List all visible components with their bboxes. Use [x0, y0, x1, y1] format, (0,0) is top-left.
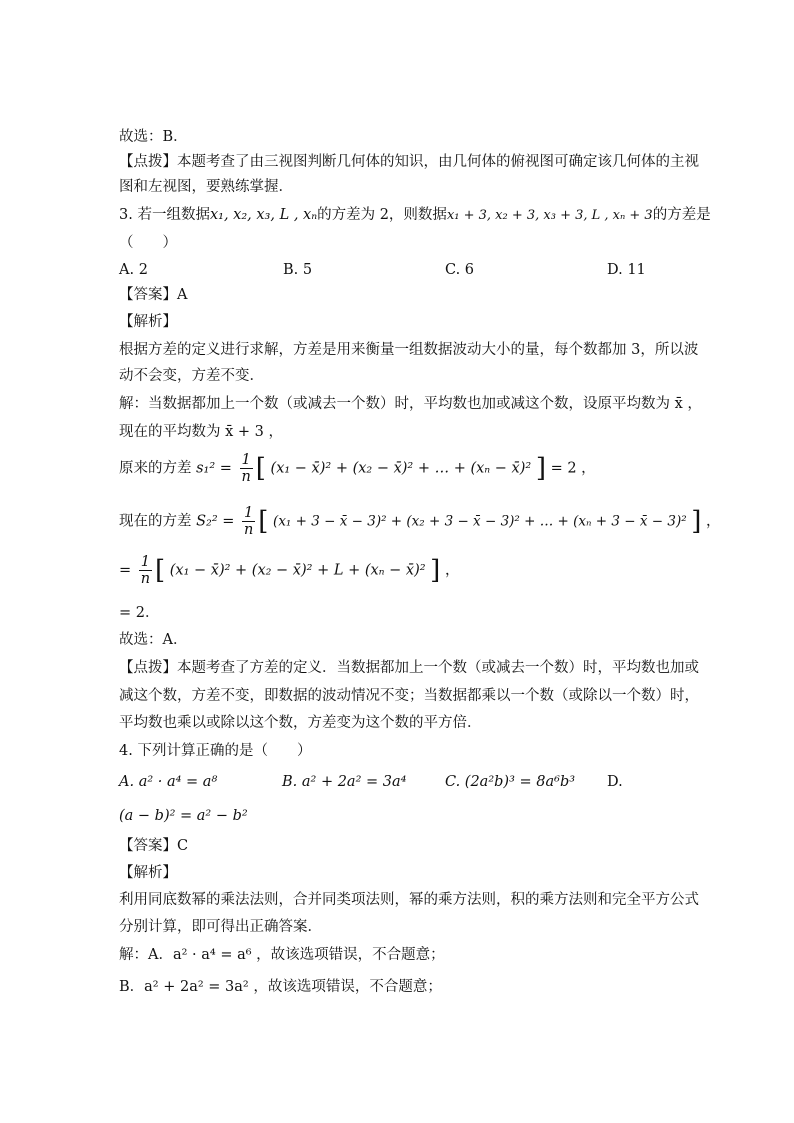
q3-orig-frac-den: n — [241, 469, 251, 485]
q3-step-formula: = $\frac{1}{n}$ [ (x₁ − x̄)² + (x₂ − x̄)² + L + (xₙ − x̄)² ] ， — [119, 554, 460, 587]
q3-now-frac-num: 1 — [244, 505, 254, 521]
q3-now-fraction — [242, 505, 255, 538]
q3-solve-line-1: 解：当数据都加上一个数（或减去一个数）时，平均数也加或减这个数，设原平均数为 x̄ ， — [119, 396, 702, 412]
q3-orig-fraction — [240, 452, 253, 485]
q3-now-body: (x₁ + 3 − x̄ − 3)² + (x₂ + 3 − x̄ − 3)² + … + (xₙ + 3 − x̄ − 3)² — [273, 513, 687, 530]
q3-step-frac-num: 1 — [140, 554, 150, 570]
q3-stem-data2: x₁ + 3, x₂ + 3, x₃ + 3, L , xₙ + 3 — [446, 208, 653, 223]
q3-analysis-label: 【解析】 — [119, 314, 177, 330]
q3-stem-data: x₁, x₂, x₃, L , xₙ — [209, 207, 318, 223]
q4-analysis-line-2: 分别计算，即可得出正确答案． — [119, 919, 322, 935]
q3-option-a: A. 2 — [119, 262, 148, 278]
q3-orig-frac-num: 1 — [241, 452, 251, 468]
q3-final-answer: 故选：A． — [119, 632, 188, 648]
q4-option-a: A. a² · a⁴ = a⁸ — [119, 774, 218, 790]
q3-step-fraction — [139, 554, 152, 587]
q4-analysis-label: 【解析】 — [119, 865, 177, 881]
q3-step-lhs: = — [119, 562, 132, 579]
q4-option-b: B. a² + 2a² = 3a⁴ — [282, 774, 407, 790]
q3-now-frac-den: n — [243, 522, 254, 538]
q4-analysis-line-1: 利用同底数幂的乘法法则，合并同类项法则，幂的乘方法则，积的乘方法则和完全平方公式 — [119, 892, 699, 908]
q3-step-rhs: ， — [444, 562, 460, 579]
q4-solve-b: B．a² + 2a² = 3a² ，故该选项错误，不合题意； — [119, 979, 442, 995]
q4-option-d: D. — [607, 774, 623, 790]
q3-answer: 【答案】A — [119, 287, 188, 303]
q3-orig-body: (x₁ − x̄)² + (x₂ − x̄)² + … + (xₙ − x̄)² — [270, 460, 532, 477]
q4-option-c: C. (2a²b)³ = 8a⁶b³ — [445, 774, 576, 790]
q3-current-variance-formula: 现在的方差 S₂² = $\frac{1}{n}$ [ (x₁ + 3 − x̄ − 3)² + (x₂ + 3 − x̄ − 3)² + … + (xₙ + 3 − x̄ − 3)² ] ， — [119, 505, 721, 538]
prev-note-line-1: 【点拨】本题考查了由三视图判断几何体的知识，由几何体的俯视图可确定该几何体的主视 — [119, 154, 699, 170]
q3-step-body: (x₁ − x̄)² + (x₂ − x̄)² + L + (xₙ − x̄)² — [169, 562, 426, 579]
q3-stem — [119, 205, 711, 226]
q4-option-d-expr: (a − b)² = a² − b² — [119, 808, 248, 824]
q3-orig-label: 原来的方差 — [119, 460, 192, 477]
q3-now-lhs: S₂² = — [196, 513, 235, 530]
q3-analysis-line-2: 动不会变，方差不变． — [119, 368, 264, 384]
prev-answer-line: 故选：B． — [119, 129, 188, 145]
q3-step-frac-den: n — [140, 571, 151, 587]
q3-note-line-3: 平均数也乘以或除以这个数，方差变为这个数的平方倍． — [119, 715, 482, 731]
q3-analysis-line-1: 根据方差的定义进行求解，方差是用来衡量一组数据波动大小的量，每个数都加 3，所以波 — [119, 342, 699, 358]
q3-orig-lhs: s₁² = — [196, 460, 232, 477]
q3-now-rhs: ， — [706, 513, 721, 530]
q3-solve-line-2: 现在的平均数为 x̄ + 3 ， — [119, 424, 283, 440]
q4-stem: 4. 下列计算正确的是（ ） — [119, 743, 312, 759]
q3-orig-rhs: = 2 ， — [550, 460, 596, 477]
q4-solve-a: 解：A．a² · a⁴ = a⁶ ，故该选项错误，不合题意； — [119, 947, 445, 963]
q3-option-d: D. 11 — [607, 262, 646, 278]
q4-answer: 【答案】C — [119, 838, 189, 854]
q3-now-label: 现在的方差 — [119, 513, 192, 530]
q3-option-c: C. 6 — [445, 262, 475, 278]
q3-stem-prefix: 3. 若一组数据 — [119, 207, 210, 223]
q3-paren: （ ） — [119, 235, 177, 251]
q3-stem-mid: 的方差为 2，则数据 — [317, 207, 447, 223]
q3-note-line-1: 【点拨】本题考查了方差的定义．当数据都加上一个数（或减去一个数）时，平均数也加或 — [119, 660, 699, 676]
q3-original-variance-formula: 原来的方差 s₁² = $\frac{1}{n}$ [ (x₁ − x̄)² + (x₂ − x̄)² + … + (xₙ − x̄)² ] = 2 ， — [119, 452, 596, 485]
q3-note-line-2: 减这个数，方差不变，即数据的波动情况不变；当数据都乘以一个数（或除以一个数）时， — [119, 688, 699, 704]
q3-result: = 2． — [119, 605, 160, 621]
prev-note-line-2: 图和左视图，要熟练掌握． — [119, 179, 293, 195]
q3-option-b: B. 5 — [283, 262, 313, 278]
q3-stem-suffix: 的方差是 — [652, 207, 711, 223]
